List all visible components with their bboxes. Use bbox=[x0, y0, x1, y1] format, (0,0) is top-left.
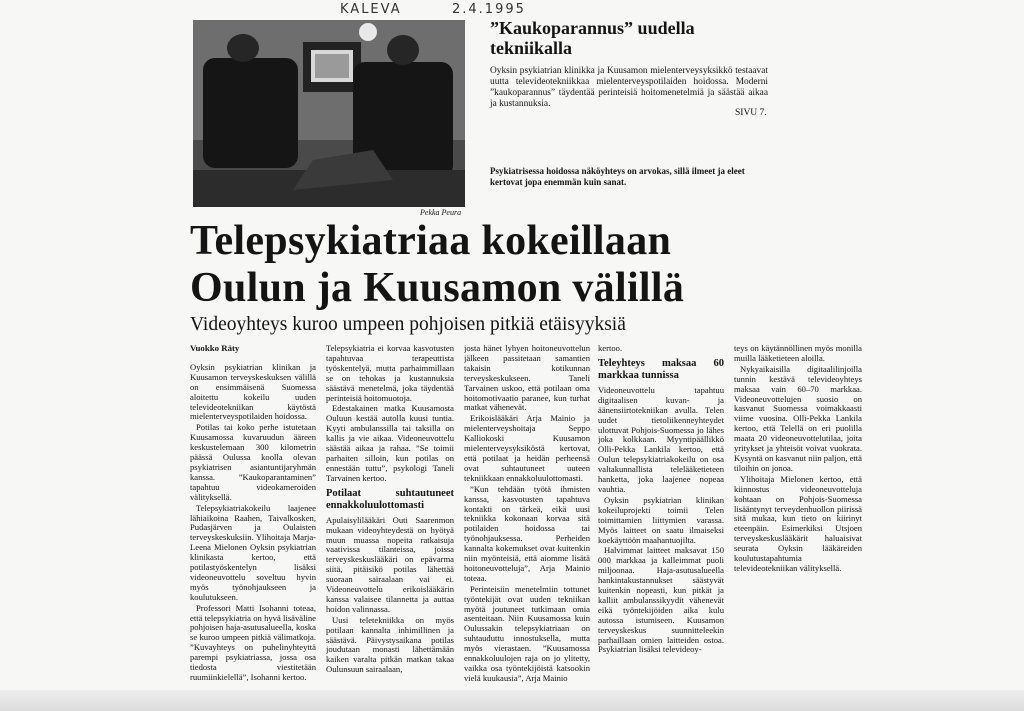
paragraph: Nykyaikaisilla digitaalilinjoilla tunnin kestävä televideoyhteys maksaa vain 60–70 markkaa. Videoneuvottelujen suosio on kasvanut Suomessa voimakkaasti viime vuosina. Olli-Pekka Lankila kertoo, että Telellä on eri puolilla maata 20 videoneuvottelutilaa, joita yritykset ja yhteisöt voivat vuokrata. Kysyntä on kasvanut niin paljon, että tiloihin on jonoa. bbox=[734, 363, 862, 473]
paragraph: Oyksin psykiatrian klinikan kokeiluprojekti toimii Telen toimittamien liittymien varassa. Myös laitteet on saatu ilmaiseksi koekäyttöön maahantuojilta. bbox=[598, 494, 724, 545]
headline-line-2: Oulun ja Kuusamon välillä bbox=[190, 265, 685, 311]
article-column-5 bbox=[734, 344, 862, 684]
article-column-3 bbox=[464, 344, 590, 684]
news-photo bbox=[193, 20, 465, 207]
handwritten-paper-name: KALEVA bbox=[340, 2, 402, 17]
sub-headline: Videoyhteys kuroo umpeen pohjoisen pitkiä etäisyyksiä bbox=[190, 314, 626, 335]
headline-line-1: Telepsykiatriaa kokeillaan bbox=[190, 218, 672, 264]
paragraph: Erikoislääkäri Arja Mainio ja mielenterveyshoitaja Seppo Kalliokoski Kuusamon mielenterveysyksiköstä kertovat, että potilaat ja heidän perheensä ovat suhtautuneet uuteen tekniikkaan ennakkoluulottomasti. bbox=[464, 413, 590, 483]
paragraph: Edestakainen matka Kuusamosta Ouluun kestää autolla kuusi tuntia. Kyyti ambulanssilla tai taksilla on kallis ja vie aikaa. Videoneuvottelu säästää aikaa ja rahaa. ”Se toimii parhaiten silloin, kun potilas on ennestään tuttu”, psykologi Taneli Tarvainen kertoo. bbox=[326, 403, 454, 483]
paragraph: Ylihoitaja Mielonen kertoo, että kiinnostus videoneuvotteluja kohtaan on Pohjois-Suomessa lisääntynyt terveydenhuollon piirissä sitä mukaa, kun tieto on kiirinyt eteenpäin. Esimerkiksi Utsjoen terveyskeskuslääkärit haluaisivat seurata Oyksin lääkäreiden koulutustapahtumia televideotekniikan välityksellä. bbox=[734, 473, 862, 573]
paragraph: Oyksin psykiatrian klinikan ja Kuusamon terveyskeskuksen välillä on ensimmäisenä Suomessa aloitettu kokeilu uuden televideotekniikan käytöstä mielenterveyspotilaiden hoidossa. bbox=[190, 361, 316, 422]
paragraph: Professori Matti Isohanni toteaa, että telepsykiatria on hyvä lisäväline pohjoisen haja-asutusalueella, koska se kuroo umpeen pitkiä välimatkoja. ”Kuvayhteys on puhelinyhteyttä parempi psykiatriassa, jossa osa tiedosta viestitetään ruumiinkielellä”, Isohanni kertoo. bbox=[190, 602, 316, 682]
article-column-1 bbox=[190, 344, 316, 684]
section-subhead: Teleyhteys maksaa 60 markkaa tunnissa bbox=[598, 357, 724, 381]
paragraph: kertoo. bbox=[598, 344, 623, 353]
paragraph: Perinteisiin menetelmiin tottunet työntekijät ovat uuden tekniikan myötä joutuneet tutkimaan omia asenteitaan. Niin Kuusamossa kuin Oulussakin telepsykiatriaan on suhtauduttu innostuksella, mutta myös vierastaen. ”Kuusamossa ennakkoluulojen raja on jo ylitetty, vaikka osa työntekijöistä katsookin vielä kuukausia”, Arja Mainio bbox=[464, 583, 590, 683]
photo-story-body: Oyksin psykiatrian klinikka ja Kuusamon mielenterveysyksikkö testaavat uutta televideotekniikkaa mielenterveyspotilaiden hoidossa. Moderni ”kaukoparannus” täydentää perinteisiä hoitomenetelmiä ja säästää aikaa ja kustannuksia. bbox=[490, 66, 768, 109]
page-reference: SIVU 7. bbox=[735, 108, 767, 118]
photo-story-title: ”Kaukoparannus” uudella tekniikalla bbox=[490, 18, 695, 58]
section-subhead: Potilaat suhtautuneet ennakkoluulottomasti bbox=[326, 487, 454, 511]
paragraph: Telepsykiatria ei korvaa kasvotusten tapahtuvaa terapeuttista työskentelyä, mutta parhaimmillaan se on tehokas ja kustannuksia säästävä menetelmä, joka täydentää perinteisiä hoitomuotoja. bbox=[326, 344, 454, 403]
paragraph: Videoneuvottelu tapahtuu digitaalisen kuvan- ja äänensiirtotekniikan avulla. Telen uudet tietoliikenneyhteydet ulottuvat Pohjois-Suomessa jo lähes joka kolkkaan. Myyntipäällikkö Olli-Pekka Lankila kertoo, että Oulun telepsykiatriakokeilu on osa valtakunnallista telelääketieteen hanketta, joka laajenee nopeaa vauhtia. bbox=[598, 384, 724, 494]
paragraph: Telepsykiatriakokeilu laajenee lähiaikoina Raahen, Taivalkosken, Pudasjärven ja Oulaisten terveyskeskuksiin. Ylihoitaja Marja-Leena Mielonen Oyksin psykiatrian klinikasta kertoo, että potilastyöskentelyn lisäksi videoneuvottelu soveltuu hyvin myös työnohjaukseen ja koulutukseen. bbox=[190, 502, 316, 602]
paragraph: Halvimmat laitteet maksavat 150 000 markkaa ja kalleimmat puoli miljoonaa. Haja-asutusalueella hankintakustannukset säästyvät kuitenkin nopeasti, kun pitkät ja kalliit ambulanssikyydit vähenevät eikä työntekijöiden aika kulu autossa istumiseen. Kuusamon terveyskeskus suunnitteleekin parhaillaan omien laitteiden ostoa. Psykiatrian lisäksi televideoy- bbox=[598, 545, 724, 655]
paragraph: Potilas tai koko perhe istutetaan Kuusamossa kuvaruudun ääreen keskustelemaan 300 kilometrin päässä Oulussa koolla olevan psykiatrisen asiantuntijaryhmän kanssa. ”Kaukoparantaminen” tapahtuu videokameroiden välityksellä. bbox=[190, 422, 316, 502]
photo-credit: Pekka Peura bbox=[420, 208, 462, 217]
photo-caption: Psykiatrisessa hoidossa näköyhteys on arvokas, sillä ilmeet ja eleet kertovat jopa enemmän kuin sanat. bbox=[490, 166, 745, 187]
paragraph: ”Kun tehdään työtä ihmisten kanssa, kasvotusten tapahtuva kontakti on tärkeä, eikä uusi tekniikka kokonaan korvaa sitä potilaiden hoidossa tai työnohjauksessa. Perheiden kannalta kokemukset ovat kuitenkin niin myönteisiä, että aiomme lisätä hoitoneuvotteluja”, Arja Mainio toteaa. bbox=[464, 483, 590, 583]
paragraph: josta hänet lyhyen hoitoneuvottelun jälkeen passitetaan samantien takaisin kotikunnan terveyskeskukseen. Taneli Tarvainen uskoo, että potilaan oma hoitomotivaatio paranee, kun turhat matkat vähenevät. bbox=[464, 344, 590, 413]
photo-illustration bbox=[193, 20, 465, 207]
handwritten-date: 2.4.1995 bbox=[452, 2, 526, 17]
byline: Vuokko Räty bbox=[190, 344, 240, 353]
main-headline bbox=[190, 218, 750, 312]
article-column-2 bbox=[326, 344, 454, 684]
paragraph: teys on käytännöllinen myös monilla muilla lääketieteen aloilla. bbox=[734, 344, 862, 363]
paragraph: Uusi teletekniikka on myös potilaan kannalta inhimillinen ja säästävä. Päivystysaikana potilas joudutaan monasti lähettämään kaiken varalta pitkän matkan takaa Oulunsuun sairaalaan, bbox=[326, 614, 454, 675]
scan-edge bbox=[0, 690, 1024, 711]
paragraph: Apulaisylilääkäri Outi Saarenmon mukaan videoyhteydestä on hyötyä muun muassa nopeita ratkaisuja vaativissa tilanteissa, joissa terveyskeskuslääkäri on epävarma siitä, pitäisikö potilas lähettää suoraan sairaalaan vai ei. Videoneuvottelu erikoislääkärin kanssa valaisee tilannetta ja auttaa hoidon valinnassa. bbox=[326, 514, 454, 614]
article-column-4 bbox=[598, 344, 724, 684]
